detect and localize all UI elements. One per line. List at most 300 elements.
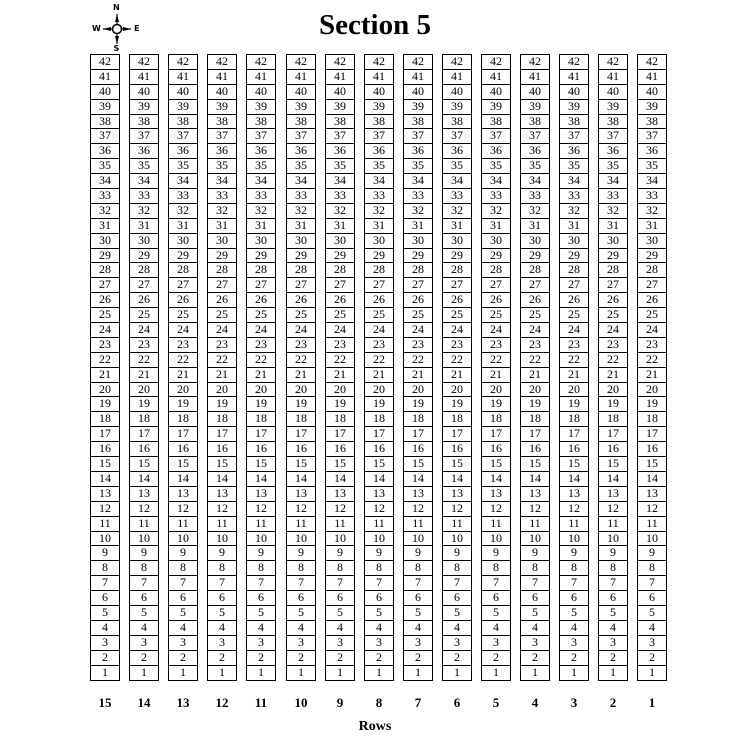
seat-cell[interactable]: 1	[493, 664, 499, 679]
seat-cell[interactable]: 13	[404, 487, 432, 502]
seat-cell[interactable]: 6	[130, 591, 158, 606]
seat-cell[interactable]: 18	[560, 412, 588, 427]
seat-cell[interactable]: 42	[91, 55, 119, 70]
seat-cell[interactable]: 41	[326, 70, 354, 85]
seat-cell[interactable]: 17	[326, 427, 354, 442]
seat-cell[interactable]: 12	[404, 502, 432, 517]
seat-cell[interactable]: 22	[521, 353, 549, 368]
seat-cell[interactable]: 26	[443, 293, 471, 308]
seat-cell[interactable]: 22	[599, 353, 627, 368]
seat-cell[interactable]: 9	[443, 546, 471, 561]
seat-cell[interactable]: 42	[130, 55, 158, 70]
seat-cell[interactable]: 22	[130, 353, 158, 368]
seat-cell[interactable]: 36	[443, 144, 471, 159]
seat-cell[interactable]: 40	[130, 85, 158, 100]
seat-cell[interactable]: 13	[560, 487, 588, 502]
seat-cell[interactable]: 9	[287, 546, 315, 561]
seat-cell[interactable]: 13	[208, 487, 236, 502]
seat-cell[interactable]: 10	[365, 532, 393, 547]
seat-cell[interactable]: 10	[208, 532, 236, 547]
seat-cell[interactable]: 21	[638, 368, 666, 383]
seat-cell[interactable]: 6	[638, 591, 666, 606]
seat-cell[interactable]: 38	[638, 115, 666, 130]
seat-cell[interactable]: 28	[326, 263, 354, 278]
seat-cell[interactable]: 29	[404, 249, 432, 264]
seat-cell[interactable]: 13	[482, 487, 510, 502]
seat-cell[interactable]: 10	[91, 532, 119, 547]
seat-cell[interactable]: 22	[208, 353, 236, 368]
seat-cell[interactable]: 3	[599, 636, 627, 651]
seat-cell[interactable]: 35	[130, 159, 158, 174]
seat-cell[interactable]: 29	[599, 249, 627, 264]
seat-cell[interactable]: 41	[521, 70, 549, 85]
seat-cell[interactable]: 6	[247, 591, 275, 606]
seat-cell[interactable]: 18	[169, 412, 197, 427]
seat-cell[interactable]: 34	[169, 174, 197, 189]
seat-cell[interactable]: 33	[482, 189, 510, 204]
seat-cell[interactable]: 33	[247, 189, 275, 204]
seat-cell[interactable]: 4	[638, 621, 666, 636]
seat-cell[interactable]: 31	[638, 219, 666, 234]
seat-cell[interactable]: 17	[482, 427, 510, 442]
seat-cell[interactable]: 9	[482, 546, 510, 561]
seat-cell[interactable]: 37	[326, 129, 354, 144]
seat-cell[interactable]: 25	[404, 308, 432, 323]
seat-cell[interactable]: 12	[599, 502, 627, 517]
seat-cell[interactable]: 9	[208, 546, 236, 561]
seat-cell[interactable]: 19	[638, 397, 666, 412]
seat-cell[interactable]: 15	[638, 457, 666, 472]
seat-cell[interactable]: 39	[638, 100, 666, 115]
seat-cell[interactable]: 30	[326, 234, 354, 249]
seat-cell[interactable]: 4	[521, 621, 549, 636]
seat-cell[interactable]: 39	[130, 100, 158, 115]
seat-cell[interactable]: 36	[599, 144, 627, 159]
seat-cell[interactable]: 28	[482, 263, 510, 278]
seat-cell[interactable]: 6	[560, 591, 588, 606]
seat-cell[interactable]: 12	[560, 502, 588, 517]
seat-cell[interactable]: 20	[482, 383, 510, 398]
seat-cell[interactable]: 31	[326, 219, 354, 234]
seat-cell[interactable]: 39	[169, 100, 197, 115]
seat-cell[interactable]: 24	[169, 323, 197, 338]
seat-cell[interactable]: 3	[169, 636, 197, 651]
seat-cell[interactable]: 37	[287, 129, 315, 144]
seat-cell[interactable]: 23	[521, 338, 549, 353]
seat-cell[interactable]: 32	[638, 204, 666, 219]
seat-cell[interactable]: 2	[247, 651, 275, 666]
seat-cell[interactable]: 33	[560, 189, 588, 204]
seat-cell[interactable]: 42	[169, 55, 197, 70]
seat-cell[interactable]: 21	[560, 368, 588, 383]
seat-cell[interactable]: 6	[208, 591, 236, 606]
seat-cell[interactable]: 3	[443, 636, 471, 651]
seat-cell[interactable]: 3	[91, 636, 119, 651]
seat-cell[interactable]: 33	[130, 189, 158, 204]
seat-cell[interactable]: 25	[365, 308, 393, 323]
seat-cell[interactable]: 9	[247, 546, 275, 561]
seat-cell[interactable]: 28	[443, 263, 471, 278]
seat-cell[interactable]: 16	[365, 442, 393, 457]
seat-cell[interactable]: 12	[91, 502, 119, 517]
seat-cell[interactable]: 10	[326, 532, 354, 547]
seat-cell[interactable]: 17	[91, 427, 119, 442]
seat-cell[interactable]: 19	[130, 397, 158, 412]
seat-cell[interactable]: 26	[169, 293, 197, 308]
seat-cell[interactable]: 11	[521, 517, 549, 532]
seat-cell[interactable]: 29	[247, 249, 275, 264]
seat-cell[interactable]: 32	[169, 204, 197, 219]
seat-cell[interactable]: 2	[521, 651, 549, 666]
seat-cell[interactable]: 26	[365, 293, 393, 308]
seat-cell[interactable]: 25	[208, 308, 236, 323]
seat-cell[interactable]: 14	[247, 472, 275, 487]
seat-cell[interactable]: 17	[130, 427, 158, 442]
seat-cell[interactable]: 36	[521, 144, 549, 159]
seat-cell[interactable]: 5	[208, 606, 236, 621]
seat-cell[interactable]: 4	[404, 621, 432, 636]
seat-cell[interactable]: 40	[482, 85, 510, 100]
seat-cell[interactable]: 41	[169, 70, 197, 85]
seat-cell[interactable]: 22	[169, 353, 197, 368]
seat-cell[interactable]: 11	[365, 517, 393, 532]
seat-cell[interactable]: 29	[287, 249, 315, 264]
seat-cell[interactable]: 29	[521, 249, 549, 264]
seat-cell[interactable]: 34	[599, 174, 627, 189]
seat-cell[interactable]: 16	[326, 442, 354, 457]
seat-cell[interactable]: 38	[91, 115, 119, 130]
seat-cell[interactable]: 27	[130, 278, 158, 293]
seat-cell[interactable]: 11	[287, 517, 315, 532]
seat-cell[interactable]: 42	[208, 55, 236, 70]
seat-cell[interactable]: 14	[130, 472, 158, 487]
seat-cell[interactable]: 15	[326, 457, 354, 472]
seat-cell[interactable]: 31	[365, 219, 393, 234]
seat-cell[interactable]: 10	[130, 532, 158, 547]
seat-cell[interactable]: 28	[247, 263, 275, 278]
seat-cell[interactable]: 21	[169, 368, 197, 383]
seat-cell[interactable]: 5	[130, 606, 158, 621]
seat-cell[interactable]: 2	[208, 651, 236, 666]
seat-cell[interactable]: 19	[91, 397, 119, 412]
seat-cell[interactable]: 3	[638, 636, 666, 651]
seat-cell[interactable]: 41	[482, 70, 510, 85]
seat-cell[interactable]: 14	[91, 472, 119, 487]
seat-cell[interactable]: 42	[404, 55, 432, 70]
seat-cell[interactable]: 21	[404, 368, 432, 383]
seat-cell[interactable]: 2	[130, 651, 158, 666]
seat-cell[interactable]: 17	[365, 427, 393, 442]
seat-cell[interactable]: 21	[365, 368, 393, 383]
seat-cell[interactable]: 23	[326, 338, 354, 353]
seat-cell[interactable]: 18	[91, 412, 119, 427]
seat-cell[interactable]: 9	[91, 546, 119, 561]
seat-cell[interactable]: 19	[443, 397, 471, 412]
seat-cell[interactable]: 5	[287, 606, 315, 621]
seat-cell[interactable]: 37	[560, 129, 588, 144]
seat-cell[interactable]: 27	[443, 278, 471, 293]
seat-cell[interactable]: 12	[208, 502, 236, 517]
seat-cell[interactable]: 4	[443, 621, 471, 636]
seat-cell[interactable]: 35	[287, 159, 315, 174]
seat-cell[interactable]: 32	[208, 204, 236, 219]
seat-cell[interactable]: 5	[599, 606, 627, 621]
seat-cell[interactable]: 2	[91, 651, 119, 666]
seat-cell[interactable]: 11	[91, 517, 119, 532]
seat-cell[interactable]: 33	[521, 189, 549, 204]
seat-cell[interactable]: 23	[365, 338, 393, 353]
seat-cell[interactable]: 4	[247, 621, 275, 636]
seat-cell[interactable]: 19	[287, 397, 315, 412]
seat-cell[interactable]: 34	[247, 174, 275, 189]
seat-cell[interactable]: 34	[287, 174, 315, 189]
seat-cell[interactable]: 8	[247, 561, 275, 576]
seat-cell[interactable]: 30	[638, 234, 666, 249]
seat-cell[interactable]: 9	[130, 546, 158, 561]
seat-cell[interactable]: 34	[638, 174, 666, 189]
seat-cell[interactable]: 26	[208, 293, 236, 308]
seat-cell[interactable]: 14	[482, 472, 510, 487]
seat-cell[interactable]: 30	[169, 234, 197, 249]
seat-cell[interactable]: 21	[287, 368, 315, 383]
seat-cell[interactable]: 13	[247, 487, 275, 502]
seat-cell[interactable]: 19	[521, 397, 549, 412]
seat-cell[interactable]: 27	[482, 278, 510, 293]
seat-cell[interactable]: 27	[169, 278, 197, 293]
seat-cell[interactable]: 36	[208, 144, 236, 159]
seat-cell[interactable]: 35	[560, 159, 588, 174]
seat-cell[interactable]: 31	[560, 219, 588, 234]
seat-cell[interactable]: 2	[404, 651, 432, 666]
seat-cell[interactable]: 40	[404, 85, 432, 100]
seat-cell[interactable]: 5	[326, 606, 354, 621]
seat-cell[interactable]: 41	[599, 70, 627, 85]
seat-cell[interactable]: 1	[141, 664, 147, 679]
seat-cell[interactable]: 40	[365, 85, 393, 100]
seat-cell[interactable]: 4	[365, 621, 393, 636]
seat-cell[interactable]: 32	[599, 204, 627, 219]
seat-cell[interactable]: 29	[326, 249, 354, 264]
seat-cell[interactable]: 35	[247, 159, 275, 174]
seat-cell[interactable]: 1	[102, 664, 108, 679]
seat-cell[interactable]: 4	[169, 621, 197, 636]
seat-cell[interactable]: 18	[521, 412, 549, 427]
seat-cell[interactable]: 30	[247, 234, 275, 249]
seat-cell[interactable]: 32	[365, 204, 393, 219]
seat-cell[interactable]: 13	[169, 487, 197, 502]
seat-cell[interactable]: 6	[404, 591, 432, 606]
seat-cell[interactable]: 41	[287, 70, 315, 85]
seat-cell[interactable]: 21	[326, 368, 354, 383]
seat-cell[interactable]: 29	[91, 249, 119, 264]
seat-cell[interactable]: 25	[521, 308, 549, 323]
seat-cell[interactable]: 8	[130, 561, 158, 576]
seat-cell[interactable]: 14	[443, 472, 471, 487]
seat-cell[interactable]: 15	[169, 457, 197, 472]
seat-cell[interactable]: 27	[326, 278, 354, 293]
seat-cell[interactable]: 31	[443, 219, 471, 234]
seat-cell[interactable]: 7	[169, 576, 197, 591]
seat-cell[interactable]: 34	[326, 174, 354, 189]
seat-cell[interactable]: 36	[560, 144, 588, 159]
seat-cell[interactable]: 30	[521, 234, 549, 249]
seat-cell[interactable]: 36	[130, 144, 158, 159]
seat-cell[interactable]: 42	[365, 55, 393, 70]
seat-cell[interactable]: 9	[599, 546, 627, 561]
seat-cell[interactable]: 18	[482, 412, 510, 427]
seat-cell[interactable]: 42	[326, 55, 354, 70]
seat-cell[interactable]: 24	[638, 323, 666, 338]
seat-cell[interactable]: 1	[376, 664, 382, 679]
seat-cell[interactable]: 26	[482, 293, 510, 308]
seat-cell[interactable]: 24	[326, 323, 354, 338]
seat-cell[interactable]: 37	[169, 129, 197, 144]
seat-cell[interactable]: 34	[404, 174, 432, 189]
seat-cell[interactable]: 17	[169, 427, 197, 442]
seat-cell[interactable]: 19	[482, 397, 510, 412]
seat-cell[interactable]: 18	[404, 412, 432, 427]
seat-cell[interactable]: 17	[599, 427, 627, 442]
seat-cell[interactable]: 4	[326, 621, 354, 636]
seat-cell[interactable]: 40	[443, 85, 471, 100]
seat-cell[interactable]: 2	[287, 651, 315, 666]
seat-cell[interactable]: 18	[638, 412, 666, 427]
seat-cell[interactable]: 7	[326, 576, 354, 591]
seat-cell[interactable]: 33	[365, 189, 393, 204]
seat-cell[interactable]: 33	[599, 189, 627, 204]
seat-cell[interactable]: 34	[560, 174, 588, 189]
seat-cell[interactable]: 17	[638, 427, 666, 442]
seat-cell[interactable]: 38	[130, 115, 158, 130]
seat-cell[interactable]: 30	[560, 234, 588, 249]
seat-cell[interactable]: 17	[521, 427, 549, 442]
seat-cell[interactable]: 33	[169, 189, 197, 204]
seat-cell[interactable]: 20	[169, 383, 197, 398]
seat-cell[interactable]: 15	[247, 457, 275, 472]
seat-cell[interactable]: 16	[287, 442, 315, 457]
seat-cell[interactable]: 40	[247, 85, 275, 100]
seat-cell[interactable]: 15	[130, 457, 158, 472]
seat-cell[interactable]: 8	[404, 561, 432, 576]
seat-cell[interactable]: 29	[443, 249, 471, 264]
seat-cell[interactable]: 24	[443, 323, 471, 338]
seat-cell[interactable]: 24	[130, 323, 158, 338]
seat-cell[interactable]: 22	[326, 353, 354, 368]
seat-cell[interactable]: 38	[482, 115, 510, 130]
seat-cell[interactable]: 10	[443, 532, 471, 547]
seat-cell[interactable]: 16	[247, 442, 275, 457]
seat-cell[interactable]: 23	[599, 338, 627, 353]
seat-cell[interactable]: 37	[365, 129, 393, 144]
seat-cell[interactable]: 25	[482, 308, 510, 323]
seat-cell[interactable]: 13	[599, 487, 627, 502]
seat-cell[interactable]: 4	[287, 621, 315, 636]
seat-cell[interactable]: 5	[521, 606, 549, 621]
seat-cell[interactable]: 2	[560, 651, 588, 666]
seat-cell[interactable]: 30	[443, 234, 471, 249]
seat-cell[interactable]: 11	[443, 517, 471, 532]
seat-cell[interactable]: 41	[130, 70, 158, 85]
seat-cell[interactable]: 42	[247, 55, 275, 70]
seat-cell[interactable]: 2	[482, 651, 510, 666]
seat-cell[interactable]: 39	[208, 100, 236, 115]
seat-cell[interactable]: 8	[599, 561, 627, 576]
seat-cell[interactable]: 16	[560, 442, 588, 457]
seat-cell[interactable]: 15	[404, 457, 432, 472]
seat-cell[interactable]: 27	[287, 278, 315, 293]
seat-cell[interactable]: 31	[521, 219, 549, 234]
seat-cell[interactable]: 23	[560, 338, 588, 353]
seat-cell[interactable]: 35	[599, 159, 627, 174]
seat-cell[interactable]: 33	[208, 189, 236, 204]
seat-cell[interactable]: 22	[365, 353, 393, 368]
seat-cell[interactable]: 13	[326, 487, 354, 502]
seat-cell[interactable]: 21	[482, 368, 510, 383]
seat-cell[interactable]: 7	[247, 576, 275, 591]
seat-cell[interactable]: 27	[247, 278, 275, 293]
seat-cell[interactable]: 39	[247, 100, 275, 115]
seat-cell[interactable]: 40	[169, 85, 197, 100]
seat-cell[interactable]: 23	[287, 338, 315, 353]
seat-cell[interactable]: 18	[326, 412, 354, 427]
seat-cell[interactable]: 31	[91, 219, 119, 234]
seat-cell[interactable]: 2	[169, 651, 197, 666]
seat-cell[interactable]: 18	[443, 412, 471, 427]
seat-cell[interactable]: 35	[443, 159, 471, 174]
seat-cell[interactable]: 15	[599, 457, 627, 472]
seat-cell[interactable]: 22	[482, 353, 510, 368]
seat-cell[interactable]: 29	[482, 249, 510, 264]
seat-cell[interactable]: 29	[130, 249, 158, 264]
seat-cell[interactable]: 13	[287, 487, 315, 502]
seat-cell[interactable]: 9	[560, 546, 588, 561]
seat-cell[interactable]: 34	[91, 174, 119, 189]
seat-cell[interactable]: 20	[208, 383, 236, 398]
seat-cell[interactable]: 27	[599, 278, 627, 293]
seat-cell[interactable]: 6	[326, 591, 354, 606]
seat-cell[interactable]: 35	[365, 159, 393, 174]
seat-cell[interactable]: 10	[247, 532, 275, 547]
seat-cell[interactable]: 38	[521, 115, 549, 130]
seat-cell[interactable]: 32	[560, 204, 588, 219]
seat-cell[interactable]: 1	[180, 664, 186, 679]
seat-cell[interactable]: 5	[443, 606, 471, 621]
seat-cell[interactable]: 6	[599, 591, 627, 606]
seat-cell[interactable]: 38	[287, 115, 315, 130]
seat-cell[interactable]: 35	[482, 159, 510, 174]
seat-cell[interactable]: 39	[482, 100, 510, 115]
seat-cell[interactable]: 38	[365, 115, 393, 130]
seat-cell[interactable]: 4	[91, 621, 119, 636]
seat-cell[interactable]: 20	[130, 383, 158, 398]
seat-cell[interactable]: 12	[521, 502, 549, 517]
seat-cell[interactable]: 39	[287, 100, 315, 115]
seat-cell[interactable]: 20	[599, 383, 627, 398]
seat-cell[interactable]: 19	[404, 397, 432, 412]
seat-cell[interactable]: 1	[258, 664, 264, 679]
seat-cell[interactable]: 3	[130, 636, 158, 651]
seat-cell[interactable]: 11	[326, 517, 354, 532]
seat-cell[interactable]: 7	[208, 576, 236, 591]
seat-cell[interactable]: 20	[521, 383, 549, 398]
seat-cell[interactable]: 33	[404, 189, 432, 204]
seat-cell[interactable]: 17	[560, 427, 588, 442]
seat-cell[interactable]: 31	[287, 219, 315, 234]
seat-cell[interactable]: 23	[404, 338, 432, 353]
seat-cell[interactable]: 36	[247, 144, 275, 159]
seat-cell[interactable]: 36	[404, 144, 432, 159]
seat-cell[interactable]: 3	[287, 636, 315, 651]
